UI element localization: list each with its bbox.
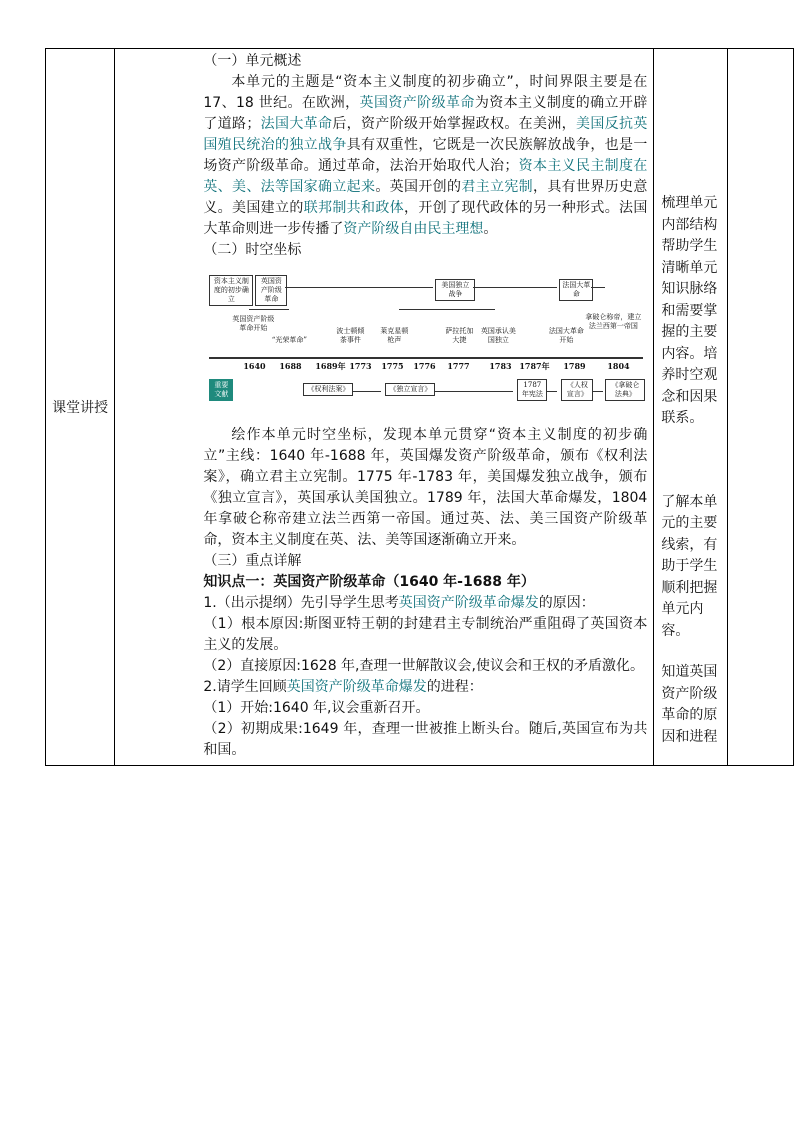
year-1773: 1773	[349, 361, 372, 371]
timeline-summary: 绘作本单元时空坐标，发现本单元贯穿“资本主义制度的初步确立”主线：1640 年-1688 年，英国爆发资产阶级革命，颁布《权利法案》，确立君主立宪制。1775 年-1783 年，美国爆发独立战争，颁布《独立宣言》，英国承认美国独立。1789 年，法国大革命爆发，1804 年拿破仑称帝建立法兰西第一帝国。通过英、法、美三国资产阶级革命，资本主义制度在英、法、美等国逐渐确立开来。	[203, 427, 648, 548]
aim-2: 了解本单元的主要线索，有助于学生顺利把握单元内容。	[661, 493, 718, 639]
year-1783: 1783	[489, 361, 512, 371]
event-1775: 莱克星顿枪声	[380, 327, 409, 344]
doc-napoleonic-code: 《拿破仑法典》	[605, 379, 645, 401]
step-1-cause-direct: （2）直接原因:1628 年,查理一世解散议会,使议会和王权的矛盾激化。	[203, 658, 644, 674]
empty-column	[728, 49, 794, 766]
event-1804: 拿破仑称帝，建立法兰西第一帝国	[585, 313, 642, 330]
design-intent-column	[654, 49, 728, 766]
event-1688: “光荣革命”	[271, 336, 307, 344]
box-us-war: 美国独立战争	[435, 279, 475, 301]
box-french-revolution: 法国大革命	[559, 279, 593, 301]
doc-declaration-independence: 《独立宣言》	[385, 383, 435, 396]
box-england-revolution: 英国资产阶级革命	[255, 275, 287, 306]
year-1804: 1804	[607, 361, 630, 371]
step-1: 1.（出示提纲）先引导学生思考英国资产阶级革命爆发的原因：	[203, 595, 595, 611]
heading-unit-overview: （一）单元概述	[203, 53, 302, 69]
lesson-table	[45, 48, 794, 766]
event-1777: 萨拉托加大捷	[445, 327, 474, 344]
arrow-doc-1	[353, 391, 381, 392]
timeline-diagram	[207, 269, 647, 409]
doc-rights-of-man: 《人权宣言》	[561, 379, 593, 401]
bracket-england	[249, 309, 289, 310]
heading-key-points: （三）重点详解	[203, 553, 302, 569]
event-1773: 波士顿倾茶事件	[336, 327, 365, 344]
doc-1787-constitution: 1787年宪法	[517, 379, 547, 401]
arrow-doc-2	[435, 391, 513, 392]
arrow-us-fr	[473, 287, 557, 288]
step-1-cause-root: （1）根本原因:斯图亚特王朝的封建君主专制统治严重阻碍了英国资本主义的发展。	[203, 616, 648, 653]
year-1640: 1640	[243, 361, 266, 371]
arrow-england-us	[285, 287, 433, 288]
aim-1: 梳理单元内部结构帮助学生清晰单元知识脉络和需要掌握的主要内容。培养时空观念和因果联系。	[661, 195, 718, 426]
box-main-theme: 资本主义制度的初步确立	[209, 275, 253, 306]
arrow-doc-3	[547, 391, 557, 392]
year-1787: 1787年	[519, 361, 550, 371]
step-2-start: （1）开始:1640 年,议会重新召开。	[203, 700, 430, 716]
year-1777: 1777	[447, 361, 470, 371]
doc-bill-of-rights: 《权利法案》	[303, 383, 353, 396]
year-1775: 1775	[381, 361, 404, 371]
event-1789: 法国大革命开始	[548, 327, 584, 344]
year-1789: 1789	[563, 361, 586, 371]
year-1776: 1776	[413, 361, 436, 371]
heading-timeline: （二）时空坐标	[203, 242, 302, 258]
year-1688: 1688	[279, 361, 302, 371]
bracket-us	[399, 309, 495, 310]
section-label: 课堂讲授	[46, 49, 115, 766]
timeline-axis	[209, 357, 643, 359]
arrow-doc-4	[593, 391, 603, 392]
knowledge-point-1: 知识点一：英国资产阶级革命（1640 年-1688 年）	[203, 574, 535, 590]
line-fr-right	[591, 287, 605, 288]
main-content	[115, 49, 654, 766]
year-1689: 1689年	[315, 361, 346, 371]
step-2: 2.请学生回顾英国资产阶级革命爆发的进程：	[203, 679, 483, 695]
event-1783: 英国承认美国独立	[480, 327, 516, 344]
event-1640: 英国资产阶级革命开始	[232, 315, 275, 332]
aim-3: 知道英国资产阶级革命的原因和进程	[661, 664, 718, 745]
overview-paragraph: 本单元的主题是“资本主义制度的初步确立”，时间界限主要是在 17、18 世纪。在欧洲，英国资产阶级革命为资本主义制度的确立开辟了道路；法国大革命后，资产阶级开始掌握政权。在美洲，美国反抗英国殖民统治的独立战争具有双重性，它既是一次民族解放战争，也是一场资产阶级革命。通过革命，法治开始取代人治；资本主义民主制度在英、美、法等国家确立起来。英国开创的君主立宪制，具有世界历史意义。美国建立的联邦制共和政体，开创了现代政体的另一种形式。法国大革命则进一步传播了资产阶级自由民主理想。	[203, 74, 648, 237]
tag-key-documents: 重要文献	[209, 379, 233, 401]
step-2-early-result: （2）初期成果:1649 年，查理一世被推上断头台。随后,英国宣布为共和国。	[203, 721, 648, 758]
